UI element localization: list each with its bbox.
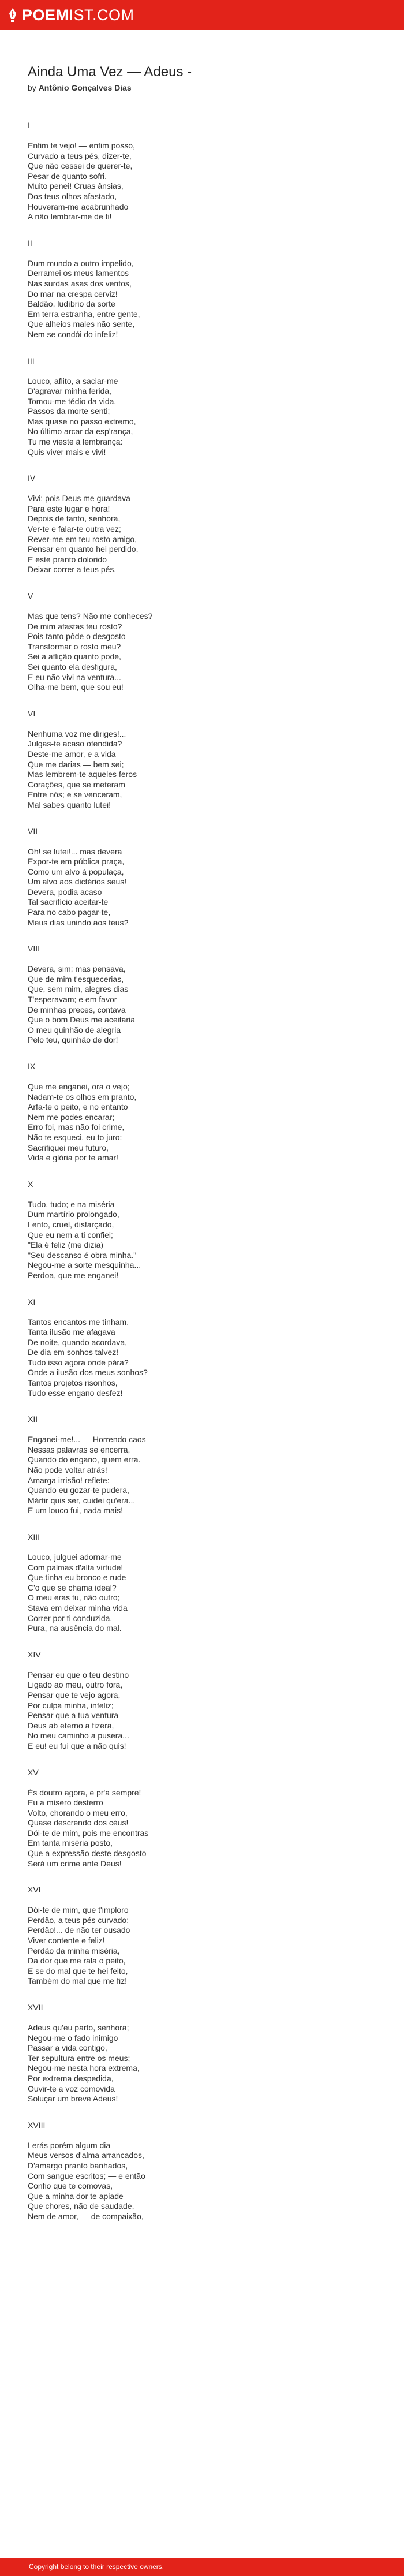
poem-line: Tudo esse engano desfez! <box>28 1388 123 1398</box>
poem-line: Mas lembrem-te aqueles feros <box>28 770 137 779</box>
poem-line: Baldão, ludíbrio da sorte <box>28 299 115 309</box>
poem-line: Houveram-me acabrunhado <box>28 201 129 211</box>
stanza <box>28 1179 386 1281</box>
pen-nib-icon <box>8 8 17 23</box>
poem-line: Louco, aflito, a saciar-me <box>28 376 118 386</box>
stanza <box>28 1297 386 1399</box>
poem-line: Em tanta miséria posto, <box>28 1838 113 1848</box>
poem-line: Derramei os meus lamentos <box>28 268 129 278</box>
stanza-number: V <box>28 591 33 600</box>
stanza-number: XVII <box>28 2003 43 2012</box>
poem-line: Para no cabo pagar-te, <box>28 908 111 917</box>
poem-line: E este pranto dolorido <box>28 554 107 564</box>
poem-line: Que eu nem a ti confiei; <box>28 1230 113 1240</box>
poem-line: Da dor que me rala o peito, <box>28 1956 126 1966</box>
poem-line: Pelo teu, quinhão de dor! <box>28 1035 118 1045</box>
poem-line: Devera, sim; mas pensava, <box>28 964 126 974</box>
poem-line: Dum martírio prolongado, <box>28 1209 119 1219</box>
poem-line: Erro foi, mas não foi crime, <box>28 1122 125 1132</box>
poem-line: No último arcar da esp'rança, <box>28 427 133 436</box>
stanza <box>28 708 386 811</box>
poem-line: Dói-te de mim, que t'imploro <box>28 1905 129 1915</box>
poem-line: Ter sepultura entre os meus; <box>28 2053 130 2063</box>
poem-line: Que alheios males não sente, <box>28 319 135 329</box>
poem-line: Não pode voltar atrás! <box>28 1465 107 1475</box>
poem-line: "Seu descanso é obra minha." <box>28 1250 137 1260</box>
poem-line: Mas quase no passo extremo, <box>28 416 136 426</box>
poem-line: T'esperavam; e em favor <box>28 995 117 1005</box>
stanza-number: VII <box>28 826 38 836</box>
poem-body <box>28 120 386 2222</box>
poem-line: Nas surdas asas dos ventos, <box>28 278 132 288</box>
stanza-number: XVI <box>28 1885 41 1895</box>
poem-line: Mártir quis ser, cuidei qu'era... <box>28 1495 136 1505</box>
poem-line: Perdão, a teus pés curvado; <box>28 1915 129 1925</box>
poem-line: Louco, julguei adornar-me <box>28 1552 122 1562</box>
poem-line: O meu eras tu, não outro; <box>28 1593 120 1603</box>
poem-line: Tantos projetos risonhos, <box>28 1378 118 1388</box>
poem-line: És doutro agora, e pr'a sempre! <box>28 1787 141 1797</box>
poem-line: Nadam-te os olhos em pranto, <box>28 1092 137 1102</box>
poem-line: E eu não vivi na ventura... <box>28 672 121 682</box>
poem-line: Entre nós; e se venceram, <box>28 790 122 800</box>
poem-line: A não lembrar-me de ti! <box>28 212 112 222</box>
poem-line: Pensar eu que o teu destino <box>28 1670 129 1679</box>
poem-line: Muito penei! Cruas ânsias, <box>28 181 124 191</box>
poem-line: Sacrifiquei meu futuro, <box>28 1143 109 1152</box>
poem-line: Expor-te em pública praça, <box>28 857 125 867</box>
poem-line: Meus versos d'alma arrancados, <box>28 2151 144 2160</box>
stanza-number: II <box>28 238 32 248</box>
poem-line: Negou-me a sorte mesquinha... <box>28 1260 141 1270</box>
main-content <box>28 64 386 2238</box>
author-link[interactable]: Antônio Gonçalves Dias <box>38 83 132 92</box>
poem-title: Ainda Uma Vez — Adeus - <box>28 64 192 80</box>
poem-line: Negou-me o fado inimigo <box>28 2033 118 2043</box>
poem-line: Perdão da minha miséria, <box>28 1946 120 1955</box>
stanza-number: XIII <box>28 1532 40 1541</box>
poem-line: Nessas palavras se encerra, <box>28 1444 130 1454</box>
poem-line: Passos da morte senti; <box>28 406 110 416</box>
stanza-number: III <box>28 356 35 365</box>
stanza-number: XIV <box>28 1649 41 1659</box>
stanza <box>28 1414 386 1516</box>
poem-line: Curvado a teus pés, dizer-te, <box>28 151 132 160</box>
poem-line: Lerás porém algum dia <box>28 2140 111 2150</box>
poem-line: De mim afastas teu rosto? <box>28 621 122 631</box>
poem-line: Stava em deixar minha vida <box>28 1603 128 1612</box>
poem-line: C'o que se chama ideal? <box>28 1582 117 1592</box>
poem-line: Vivi; pois Deus me guardava <box>28 494 130 503</box>
poem-line: Vida e glória por te amar! <box>28 1153 118 1163</box>
poem-line: Corações, que se meteram <box>28 779 125 789</box>
poem-line: Enganei-me!... — Horrendo caos <box>28 1435 146 1444</box>
top-bar <box>0 0 404 30</box>
poem-line: Sei quanto ela desfigura, <box>28 662 117 671</box>
stanza <box>28 1532 386 1634</box>
poem-line: Que chores, não de saudade, <box>28 2201 134 2211</box>
poem-line: Soluçar um breve Adeus! <box>28 2094 118 2104</box>
poem-line: Mal sabes quanto lutei! <box>28 800 111 809</box>
poem-line: Será um crime ante Deus! <box>28 1858 122 1868</box>
stanza <box>28 1061 386 1163</box>
poem-line: Tomou-me tédio da vida, <box>28 396 117 406</box>
stanza-number: VI <box>28 708 36 718</box>
poem-line: Confio que te comovas, <box>28 2181 113 2191</box>
poem-line: Tudo isso agora onde pára? <box>28 1357 129 1367</box>
stanza-number: XI <box>28 1297 36 1306</box>
poem-line: E um louco fui, nada mais! <box>28 1506 123 1515</box>
poem-line: Dos teus olhos afastado, <box>28 191 117 201</box>
poem-line: Quase descrendo dos céus! <box>28 1818 129 1828</box>
poem-line: Oh! se lutei!... mas devera <box>28 846 122 856</box>
footer-bar <box>0 2558 404 2576</box>
stanza <box>28 943 386 1046</box>
site-logo[interactable] <box>8 6 134 24</box>
poem-line: Que me enganei, ora o vejo; <box>28 1082 130 1091</box>
poem-line: Por extrema despedida, <box>28 2073 114 2083</box>
byline <box>28 82 386 94</box>
stanza <box>28 1649 386 1752</box>
stanza <box>28 1767 386 1869</box>
stanza <box>28 2120 386 2222</box>
poem-line: Nenhuma voz me diriges!... <box>28 729 126 738</box>
poem-line: Sei a aflição quanto pode, <box>28 652 121 662</box>
poem-line: E se do mal que te hei feito, <box>28 1966 128 1976</box>
stanza <box>28 356 386 458</box>
poem-line: Quis viver mais e vivi! <box>28 447 106 457</box>
stanza-number: XVIII <box>28 2120 46 2130</box>
poem-line: Em terra estranha, entre gente, <box>28 309 140 319</box>
poem-line: Que tinha eu bronco e rude <box>28 1573 126 1582</box>
poem-line: Que de mim t'esquecerias, <box>28 974 124 984</box>
poem-line: Nem se condói do infeliz! <box>28 329 118 339</box>
poem-line: Um alvo aos dictérios seus! <box>28 877 127 887</box>
poem-line: Devera, podia acaso <box>28 887 102 897</box>
poem-line: Quando eu gozar-te pudera, <box>28 1485 129 1495</box>
poem-line: Tu me vieste à lembrança: <box>28 437 123 447</box>
poem-line: Como um alvo à populaça, <box>28 867 124 876</box>
poem-line: Quando do engano, quem erra. <box>28 1455 141 1465</box>
poem-line: Por culpa minha, infeliz; <box>28 1700 114 1710</box>
poem-line: Com sangue escritos; — e então <box>28 2171 145 2181</box>
poem-line: Ligado ao meu, outro fora, <box>28 1680 123 1690</box>
poem-line: Que não cessei de querer-te, <box>28 161 133 171</box>
stanza <box>28 826 386 928</box>
poem-line: Viver contente e feliz! <box>28 1936 105 1946</box>
poem-line: Ver-te e falar-te outra vez; <box>28 524 121 534</box>
poem-line: Tanta ilusão me afagava <box>28 1327 115 1337</box>
poem-line: Pura, na ausência do mal. <box>28 1623 122 1633</box>
stanza <box>28 473 386 575</box>
poem-line: Enfim te vejo! — enfim posso, <box>28 141 135 150</box>
stanza <box>28 591 386 693</box>
poem-line: Olha-me bem, que sou eu! <box>28 682 124 692</box>
stanza <box>28 238 386 340</box>
poem-line: Que a expressão deste desgosto <box>28 1849 147 1858</box>
byline-prefix: by <box>28 83 36 92</box>
poem-line: Nem de amor, — de compaixão, <box>28 2211 144 2221</box>
stanza-number: XII <box>28 1414 38 1424</box>
poem-line: Depois de tanto, senhora, <box>28 514 121 524</box>
stanza-number: X <box>28 1179 33 1189</box>
poem-line: Amarga irrisão! reflete: <box>28 1475 110 1485</box>
poem-line: Dói-te de mim, pois me encontras <box>28 1828 149 1838</box>
poem-line: Transformar o rosto meu? <box>28 641 121 651</box>
poem-line: Com palmas d'alta virtude! <box>28 1562 124 1572</box>
poem-line: Passar a vida contigo, <box>28 2043 107 2053</box>
poem-line: Onde a ilusão dos meus sonhos? <box>28 1368 148 1377</box>
stanza-number: I <box>28 121 30 130</box>
poem-line: Rever-me em teu rosto amigo, <box>28 534 137 544</box>
stanza-number: VIII <box>28 944 40 954</box>
poem-line: Tudo, tudo; e na miséria <box>28 1199 115 1209</box>
poem-line: Nem me podes encarar; <box>28 1112 115 1122</box>
poem-line: Eu a mísero desterro <box>28 1798 103 1808</box>
poem-line: Também do mal que me fiz! <box>28 1976 127 1986</box>
poem-line: Pois tanto pôde o desgosto <box>28 632 126 641</box>
poem-line: Volto, chorando o meu erro, <box>28 1808 128 1817</box>
stanza <box>28 120 386 222</box>
poem-line: D'agravar minha ferida, <box>28 386 112 396</box>
stanza <box>28 1884 386 1987</box>
poem-line: Que me darias — bem sei; <box>28 759 124 769</box>
copyright-text: Copyright belong to their respective owners. <box>29 2563 164 2571</box>
poem-line: Tal sacrifício aceitar-te <box>28 897 109 907</box>
poem-line: Perdoa, que me enganei! <box>28 1270 119 1280</box>
stanza-number: XV <box>28 1767 39 1777</box>
poem-line: Pensar que a tua ventura <box>28 1711 119 1720</box>
poem-line: Meus dias unindo aos teus? <box>28 917 129 927</box>
poem-line: De dia em sonhos talvez! <box>28 1347 119 1357</box>
poem-line: D'amargo pranto banhados, <box>28 2160 128 2170</box>
poem-line: Ouvir-te a voz comovida <box>28 2084 115 2093</box>
poem-line: Pensar em quanto hei perdido, <box>28 544 139 554</box>
stanza-number: IV <box>28 473 36 483</box>
poem-line: Correr por ti conduzida, <box>28 1613 113 1623</box>
poem-line: Que o bom Deus me aceitaria <box>28 1015 135 1025</box>
poem-line: Para este lugar e hora! <box>28 503 110 513</box>
poem-line: Deste-me amor, e a vida <box>28 749 116 759</box>
poem-line: "Ela é feliz (me dizia) <box>28 1240 104 1250</box>
poem-line: Deus ab eterno a fizera, <box>28 1720 114 1730</box>
poem-line: Que, sem mim, alegres dias <box>28 984 129 994</box>
poem-line: Arfa-te o peito, e no entanto <box>28 1102 128 1112</box>
poem-line: De noite, quando acordava, <box>28 1337 128 1347</box>
poem-line: Pensar que te vejo agora, <box>28 1690 121 1700</box>
poem-line: Lento, cruel, disfarçado, <box>28 1219 114 1229</box>
poem-line: O meu quinhão de alegria <box>28 1025 121 1035</box>
poem-line: Deixar correr a teus pés. <box>28 565 117 574</box>
stanza-number: IX <box>28 1062 36 1071</box>
poem-line: Negou-me nesta hora extrema, <box>28 2063 140 2073</box>
poem-line: Do mar na crespa cerviz! <box>28 289 118 298</box>
poem-line: De minhas preces, contava <box>28 1005 126 1014</box>
poem-line: Mas que tens? Não me conheces? <box>28 611 153 621</box>
poem-line: Julgas-te acaso ofendida? <box>28 739 122 749</box>
logo-text: POEMIST.COM <box>22 6 134 24</box>
poem-line: Adeus qu'eu parto, senhora; <box>28 2023 129 2032</box>
poem-line: Perdão!... de não ter ousado <box>28 1925 130 1935</box>
poem-line: E eu! eu fui que a não quis! <box>28 1741 126 1750</box>
poem-line: Pesar de quanto sofri. <box>28 171 107 181</box>
poem-line: Tantos encantos me tinham, <box>28 1317 129 1327</box>
stanza <box>28 2002 386 2104</box>
poem-line: Dum mundo a outro impelido, <box>28 258 134 268</box>
poem-line: Não te esqueci, eu to juro: <box>28 1132 122 1142</box>
poem-line: No meu caminho a pusera... <box>28 1731 129 1741</box>
poem-line: Que a minha dor te apiade <box>28 2191 124 2201</box>
